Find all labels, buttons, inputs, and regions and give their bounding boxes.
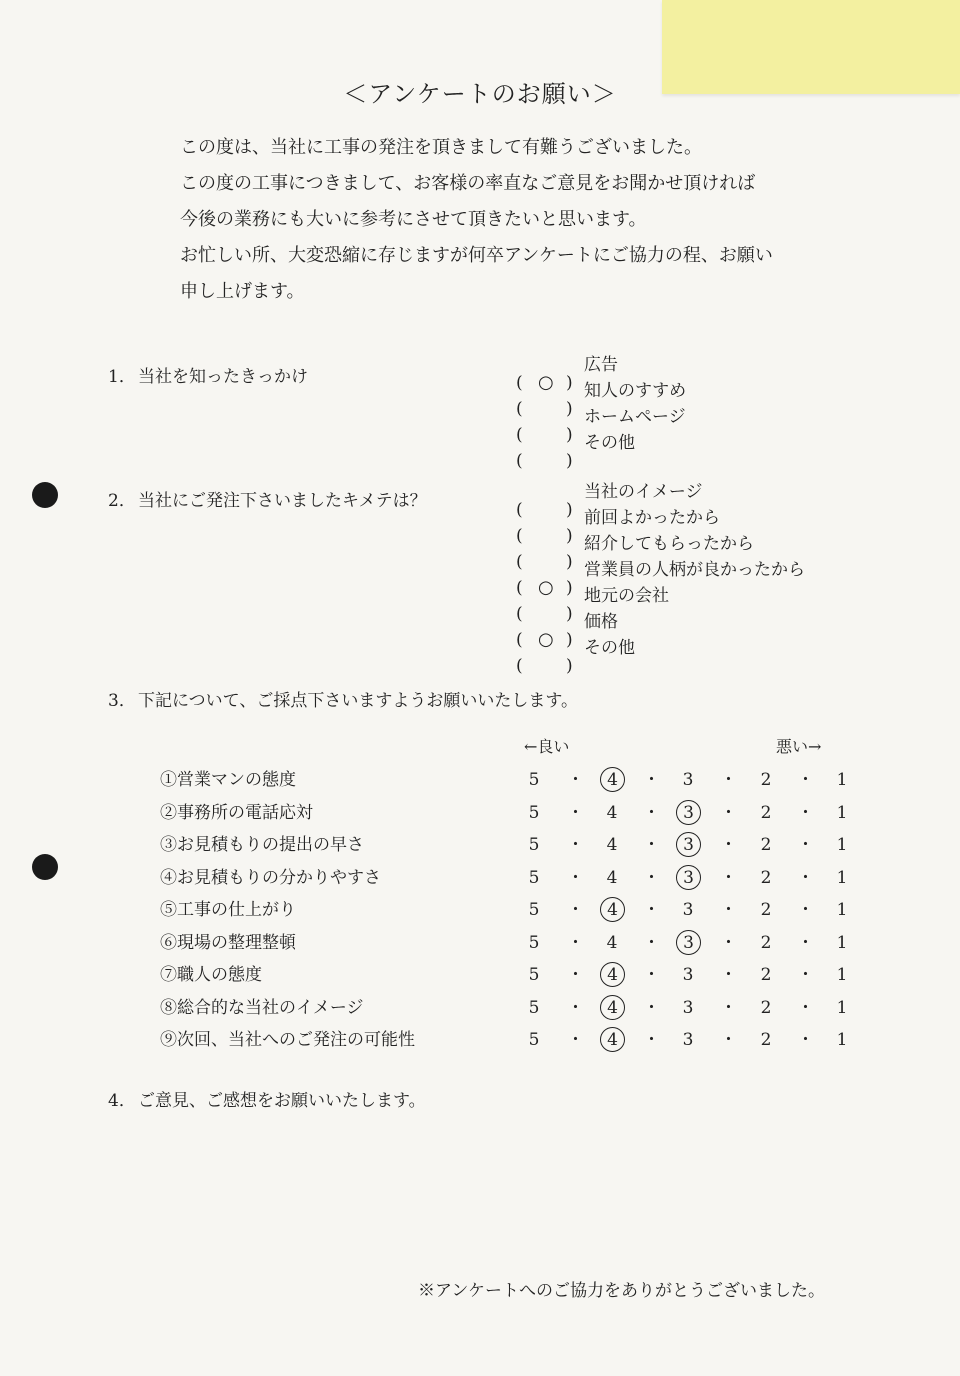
score-option[interactable]: 5 [528, 965, 540, 985]
intro-line: 今後の業務にも大いに参考にさせて頂きたいと思います。 [180, 209, 647, 230]
score-separator: ・ [643, 965, 660, 985]
score-option[interactable]: 2 [760, 965, 772, 985]
intro-line: お忙しい所、大変恐縮に存じますが何卒アンケートにご協力の程、お願い [180, 245, 773, 266]
score-option[interactable]: 5 [528, 802, 540, 823]
score-separator: ・ [797, 932, 814, 953]
rating-item-label: ⑨次回、当社へのご発注の可能性 [160, 1030, 415, 1050]
score-option[interactable]: 3 [682, 997, 694, 1018]
intro-line: この度は、当社に工事の発注を頂きまして有難うございました。 [180, 137, 702, 158]
score-option[interactable]: 2 [760, 835, 772, 855]
option-label: その他 [584, 638, 635, 658]
score-separator: ・ [720, 770, 737, 790]
question-2-options [516, 479, 805, 676]
scale-bad-label: 悪い→ [776, 737, 822, 756]
score-separator: ・ [567, 932, 584, 953]
intro-line: 申し上げます。 [180, 281, 305, 302]
score-option[interactable]: 5 [528, 835, 540, 855]
score-option[interactable]: 2 [760, 997, 772, 1018]
rating-item-label: ③お見積もりの提出の早さ [160, 835, 364, 855]
score-option[interactable]: 5 [528, 770, 540, 790]
score-option[interactable]: 1 [836, 1030, 848, 1050]
question-number: 1． [108, 367, 136, 387]
intro-line: この度の工事につきまして、お客様の率直なご意見をお聞かせ頂ければ [180, 173, 756, 194]
score-separator: ・ [643, 1030, 660, 1050]
option-item: ( ) その他 [516, 430, 686, 456]
score-separator: ・ [643, 835, 660, 855]
score-selected[interactable]: 4 [600, 1027, 625, 1052]
score-option[interactable]: 1 [836, 965, 848, 985]
question-text: ご意見、ご感想をお願いいたします。 [138, 1091, 426, 1111]
score-selected[interactable]: 3 [676, 800, 701, 825]
option-item: ( ) ホームページ [516, 404, 686, 430]
score-separator: ・ [720, 867, 737, 888]
option-label: 地元の会社 [584, 586, 669, 606]
question-number: 2． [108, 491, 136, 511]
option-label: 当社のイメージ [584, 482, 703, 502]
score-separator: ・ [643, 770, 660, 790]
score-selected[interactable]: 3 [676, 930, 701, 955]
score-separator: ・ [567, 802, 584, 823]
score-separator: ・ [797, 997, 814, 1018]
score-option[interactable]: 2 [760, 867, 772, 888]
score-option[interactable]: 1 [836, 932, 848, 953]
option-label: 営業員の人柄が良かったから [584, 560, 805, 580]
rating-item-label: ⑦職人の態度 [160, 965, 262, 985]
option-item: ( ) その他 [516, 635, 805, 661]
score-option[interactable]: 3 [682, 900, 694, 920]
option-label: ホームページ [584, 407, 686, 427]
rating-item-label: ⑤工事の仕上がり [160, 900, 296, 920]
score-separator: ・ [567, 965, 584, 985]
option-item: ( ) 当社のイメージ [516, 479, 805, 505]
score-separator: ・ [797, 802, 814, 823]
score-separator: ・ [567, 997, 584, 1018]
score-selected[interactable]: 3 [676, 865, 701, 890]
score-option[interactable]: 1 [836, 867, 848, 888]
answer-mark: ○ [538, 577, 554, 598]
score-option[interactable]: 5 [528, 900, 540, 920]
rating-item-label: ②事務所の電話応対 [160, 802, 313, 823]
score-option[interactable]: 2 [760, 770, 772, 790]
rating-item-label: ⑥現場の整理整頓 [160, 932, 296, 953]
score-separator: ・ [643, 932, 660, 953]
score-separator: ・ [643, 900, 660, 920]
option-item: ( ○ ) 営業員の人柄が良かったから [516, 557, 805, 583]
score-option[interactable]: 1 [836, 900, 848, 920]
option-label: 価格 [584, 612, 618, 632]
score-separator: ・ [720, 1030, 737, 1050]
question-text: 当社にご発注下さいましたキメテは？ [138, 491, 427, 511]
score-separator: ・ [643, 997, 660, 1018]
question-1 [108, 362, 308, 387]
score-option[interactable]: 3 [682, 965, 694, 985]
score-separator: ・ [797, 900, 814, 920]
score-separator: ・ [720, 802, 737, 823]
score-option[interactable]: 3 [682, 770, 694, 790]
question-number: 3． [108, 691, 136, 711]
answer-mark: ○ [538, 372, 554, 393]
question-4 [108, 1086, 426, 1111]
option-item: ( ) 前回よかったから [516, 505, 805, 531]
rating-item-label: ④お見積もりの分かりやすさ [160, 867, 381, 888]
option-label: 広告 [584, 355, 618, 375]
question-2 [108, 486, 427, 511]
footer-thanks: ※アンケートへのご協力をありがとうございました。 [418, 1281, 825, 1301]
score-separator: ・ [797, 835, 814, 855]
score-option[interactable]: 5 [528, 997, 540, 1018]
score-separator: ・ [567, 770, 584, 790]
score-option[interactable]: 1 [836, 997, 848, 1018]
rating-item-label: ⑧総合的な当社のイメージ [160, 997, 364, 1018]
score-selected[interactable]: 4 [600, 767, 625, 792]
score-separator: ・ [567, 867, 584, 888]
question-text: 下記について、ご採点下さいますようお願いいたします。 [138, 691, 578, 711]
score-option[interactable]: 4 [606, 932, 618, 953]
score-separator: ・ [720, 932, 737, 953]
score-option[interactable]: 5 [528, 1030, 540, 1050]
score-option[interactable]: 3 [682, 1030, 694, 1050]
score-selected[interactable]: 3 [676, 832, 701, 857]
score-option[interactable]: 4 [606, 835, 618, 855]
page-title: ＜アンケートのお願い＞ [343, 80, 617, 108]
score-separator: ・ [720, 835, 737, 855]
option-label: 紹介してもらったから [584, 534, 754, 554]
question-1-options [516, 352, 687, 471]
score-separator: ・ [643, 802, 660, 823]
score-option[interactable]: 2 [760, 900, 772, 920]
question-3 [108, 686, 578, 711]
question-number: 4． [108, 1091, 136, 1111]
option-label: 知人のすすめ [584, 381, 687, 401]
option-item: ( ) 紹介してもらったから [516, 531, 805, 557]
score-option[interactable]: 1 [836, 835, 848, 855]
punch-hole-bottom [32, 854, 58, 880]
score-separator: ・ [720, 997, 737, 1018]
score-selected[interactable]: 4 [600, 962, 625, 987]
score-selected[interactable]: 4 [600, 897, 625, 922]
score-separator: ・ [720, 965, 737, 985]
score-separator: ・ [567, 835, 584, 855]
score-separator: ・ [797, 770, 814, 790]
rating-item-label: ①営業マンの態度 [160, 770, 296, 790]
scale-good-label: ←良い [524, 737, 570, 756]
score-selected[interactable]: 4 [600, 995, 625, 1020]
score-separator: ・ [567, 1030, 584, 1050]
score-separator: ・ [567, 900, 584, 920]
score-option[interactable]: 5 [528, 867, 540, 888]
score-option[interactable]: 4 [606, 867, 618, 888]
option-item: ( ○ ) 価格 [516, 609, 805, 635]
question-text: 当社を知ったきっかけ [138, 367, 308, 387]
score-option[interactable]: 2 [760, 1030, 772, 1050]
answer-mark: ○ [538, 629, 554, 650]
score-option[interactable]: 4 [606, 802, 618, 823]
option-label: その他 [584, 433, 635, 453]
score-option[interactable]: 1 [836, 770, 848, 790]
score-separator: ・ [643, 867, 660, 888]
score-separator: ・ [797, 1030, 814, 1050]
punch-hole-top [32, 482, 58, 508]
score-option[interactable]: 5 [528, 932, 540, 953]
score-separator: ・ [797, 965, 814, 985]
intro-paragraph [180, 130, 840, 310]
option-item: ( ) 知人のすすめ [516, 378, 686, 404]
score-separator: ・ [797, 867, 814, 888]
score-separator: ・ [720, 900, 737, 920]
option-item: ( ) 地元の会社 [516, 583, 805, 609]
option-label: 前回よかったから [584, 508, 720, 528]
score-option[interactable]: 2 [760, 932, 772, 953]
score-option[interactable]: 1 [836, 802, 848, 823]
score-option[interactable]: 2 [760, 802, 772, 823]
option-item: ( ○ ) 広告 [516, 352, 686, 378]
